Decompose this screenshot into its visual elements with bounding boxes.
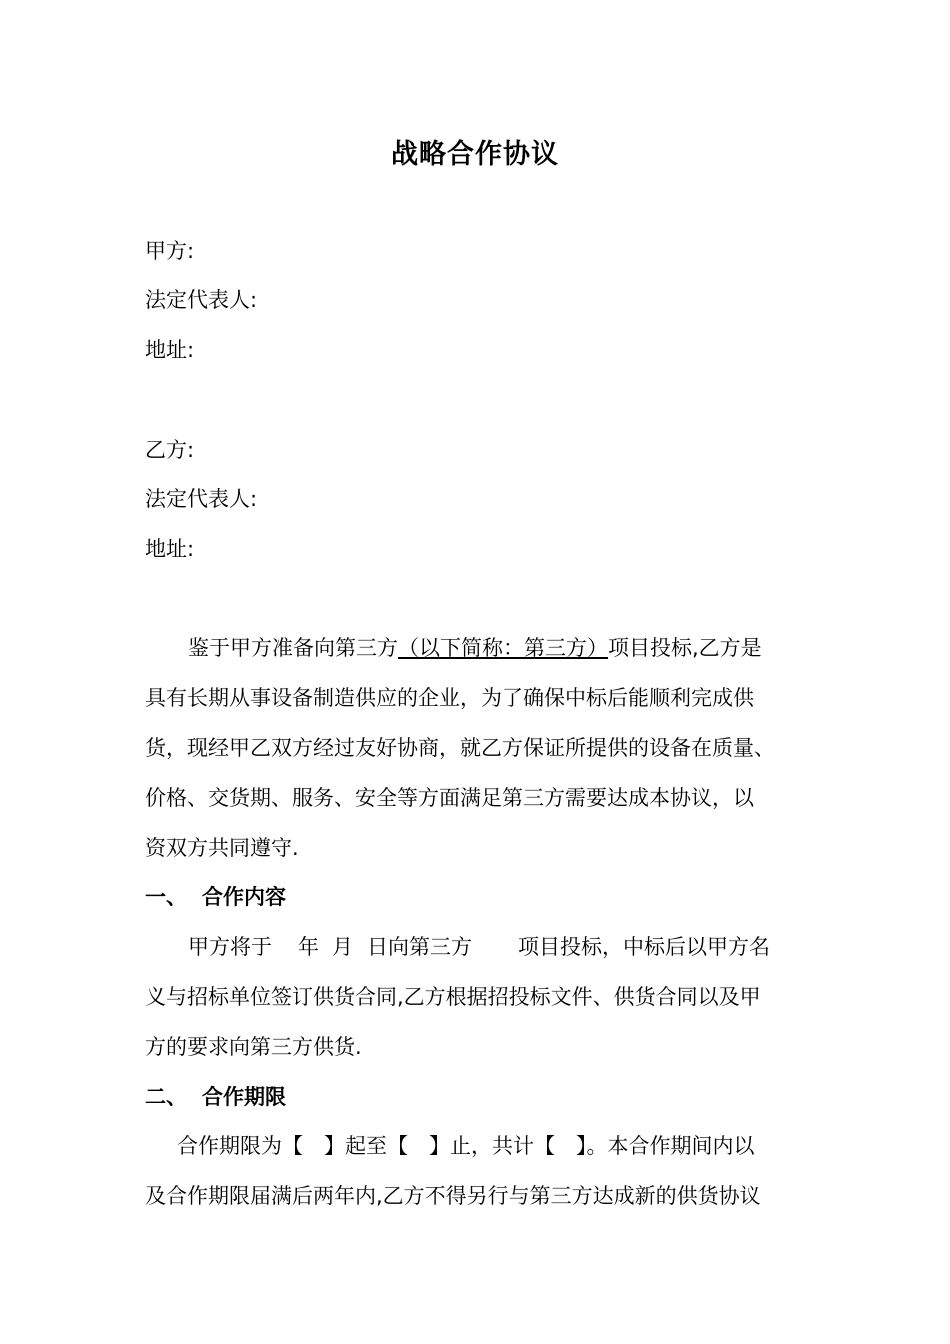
preamble-line-2: 具有长期从事设备制造供应的企业，为了确保中标后能顺利完成供 — [145, 686, 754, 710]
section-1-year: 年 — [298, 935, 319, 959]
preamble-line-5: 资双方共同遵守. — [145, 836, 299, 860]
preamble-line-1 — [145, 623, 815, 673]
section-1-title: 合作内容 — [202, 885, 286, 909]
preamble-line-4: 价格、交货期、服务、安全等方面满足第三方需要达成本协议，以 — [145, 786, 754, 810]
party-b-address-label: 地址: — [145, 537, 195, 561]
section-1-line-1 — [145, 922, 815, 972]
section-2-heading — [145, 1082, 286, 1112]
section-1-number: 一、 — [145, 885, 187, 909]
party-b-representative-label: 法定代表人: — [145, 487, 258, 511]
document-title: 战略合作协议 — [391, 139, 559, 170]
party-a-label: 甲方: — [145, 239, 195, 263]
preamble-paragraph — [145, 623, 815, 873]
section-2-line-1: 合作期限为【 】起至【 】止，共计【 】。本合作期间内以 — [177, 1134, 755, 1158]
section-1-heading — [145, 882, 286, 912]
section-1-paragraph — [145, 922, 815, 1072]
section-2-number: 二、 — [145, 1085, 187, 1109]
section-1-line-2: 义与招标单位签订供货合同,乙方根据招投标文件、供货合同以及甲 — [145, 985, 761, 1009]
preamble-text: 鉴于甲方准备向第三方 — [188, 636, 398, 660]
section-1-text: 甲方将于 — [188, 935, 272, 959]
section-1-line-3: 方的要求向第三方供货. — [145, 1035, 362, 1059]
preamble-underlined-text: （以下简称：第三方） — [398, 636, 608, 660]
section-2-line-2: 及合作期限届满后两年内,乙方不得另行与第三方达成新的供货协议 — [145, 1184, 761, 1208]
section-1-month: 月 — [332, 935, 353, 959]
preamble-text: 项目投标,乙方是 — [608, 636, 762, 660]
section-2-paragraph — [145, 1121, 815, 1221]
party-a-representative-label: 法定代表人: — [145, 288, 258, 312]
party-b-label: 乙方: — [145, 438, 195, 462]
section-1-day: 日向第三方 — [367, 935, 472, 959]
section-2-title: 合作期限 — [202, 1085, 286, 1109]
preamble-line-3: 货，现经甲乙双方经过友好协商，就乙方保证所提供的设备在质量、 — [145, 736, 775, 760]
party-a-address-label: 地址: — [145, 338, 195, 362]
section-1-text: 项目投标，中标后以甲方名 — [518, 935, 770, 959]
